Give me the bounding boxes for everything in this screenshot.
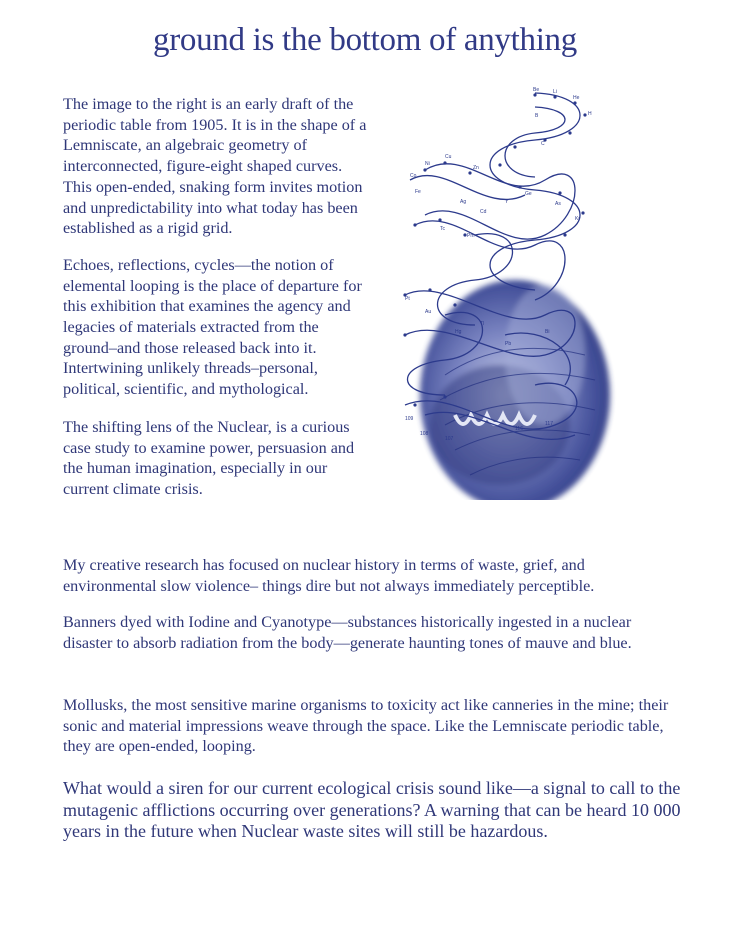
paragraph-banners-text: Banners dyed with Iodine and Cyanotype—substances historically ingested in a nuclear disaster to absorb radiation from the body—generate haunting tones of mauve and blue. [63, 613, 632, 652]
paragraph-periodic-table: The image to the right is an early draft of the periodic table from 1905. It is in the shape of a Lemniscate, an algebraic geometry of interconnected, figure-eight shaped curves. This open-ended, snaking form invites motion and unpredictability into what today has been established as a rigid grid. [63, 95, 367, 238]
svg-text:116: 116 [515, 426, 523, 432]
svg-text:Pt: Pt [405, 296, 410, 302]
svg-text:Y: Y [505, 199, 509, 205]
svg-text:Ge: Ge [525, 191, 532, 197]
svg-text:Ni: Ni [425, 161, 430, 167]
svg-text:Tc: Tc [440, 226, 445, 232]
paragraph-echoes: Echoes, reflections, cycles—the notion of elemental looping is the place of departure for this exhibition that examines the agency and legacies of materials extracted from the ground–and those released back into it. Intertwining unlikely threads–personal, political, scientific, and mythological. [63, 255, 362, 399]
paragraph-siren [63, 778, 683, 843]
paragraph-creative-research [63, 555, 673, 596]
svg-text:Pb: Pb [505, 341, 512, 347]
intro-column [63, 94, 368, 500]
lemniscate-shell-illustration [385, 85, 620, 500]
svg-text:Au: Au [425, 309, 432, 315]
paragraph-mollusks [63, 695, 673, 757]
svg-text:Be: Be [533, 87, 540, 93]
paragraph-creative-research-text: My creative research has focused on nuclear history in terms of waste, grief, and environmental slow violence– things dire but not always immediately perceptible. [63, 556, 595, 595]
svg-text:109: 109 [405, 416, 414, 422]
svg-text:Hg: Hg [455, 329, 462, 335]
svg-text:Zn: Zn [473, 165, 479, 171]
svg-text:Kr: Kr [575, 216, 580, 222]
shell-shape [420, 280, 610, 500]
svg-text:Tl: Tl [480, 321, 485, 327]
svg-text:108: 108 [420, 431, 429, 437]
svg-text:Li: Li [553, 89, 557, 95]
svg-text:C: C [541, 141, 545, 147]
svg-text:Fe: Fe [415, 189, 421, 195]
svg-text:Cd: Cd [480, 209, 487, 215]
svg-text:Pm: Pm [467, 233, 475, 239]
lemniscate-periodic-table-figure [385, 85, 620, 500]
svg-text:Ag: Ag [460, 199, 467, 205]
svg-text:Cu: Cu [445, 154, 452, 160]
paragraph-mollusks-text: Mollusks, the most sensitive marine organisms to toxicity act like canneries in the mine; their sonic and material impressions weave through the space. Like the Lemniscate periodic table, they are open-ended, looping. [63, 696, 669, 756]
svg-text:B: B [535, 113, 539, 119]
paragraph-siren-text: What would a siren for our current ecological crisis sound like—a signal to call to the mutagenic afflictions occurring over generations? A warning that can be heard 10 000 years in the future when Nuclear waste sites will still be hazardous. [63, 778, 681, 841]
page-title: ground is the bottom of anything [153, 22, 577, 58]
svg-text:He: He [573, 95, 580, 101]
svg-text:As: As [555, 201, 561, 207]
svg-text:Co: Co [410, 173, 417, 179]
svg-text:Bi: Bi [545, 329, 550, 335]
svg-text:117: 117 [545, 421, 553, 427]
paragraph-nuclear-lens: The shifting lens of the Nuclear, is a curious case study to examine power, persuasion and the human imagination, especially in our current climate crisis. [63, 417, 355, 498]
svg-text:H: H [588, 111, 592, 117]
paragraph-banners [63, 612, 673, 653]
svg-text:107: 107 [445, 436, 454, 442]
